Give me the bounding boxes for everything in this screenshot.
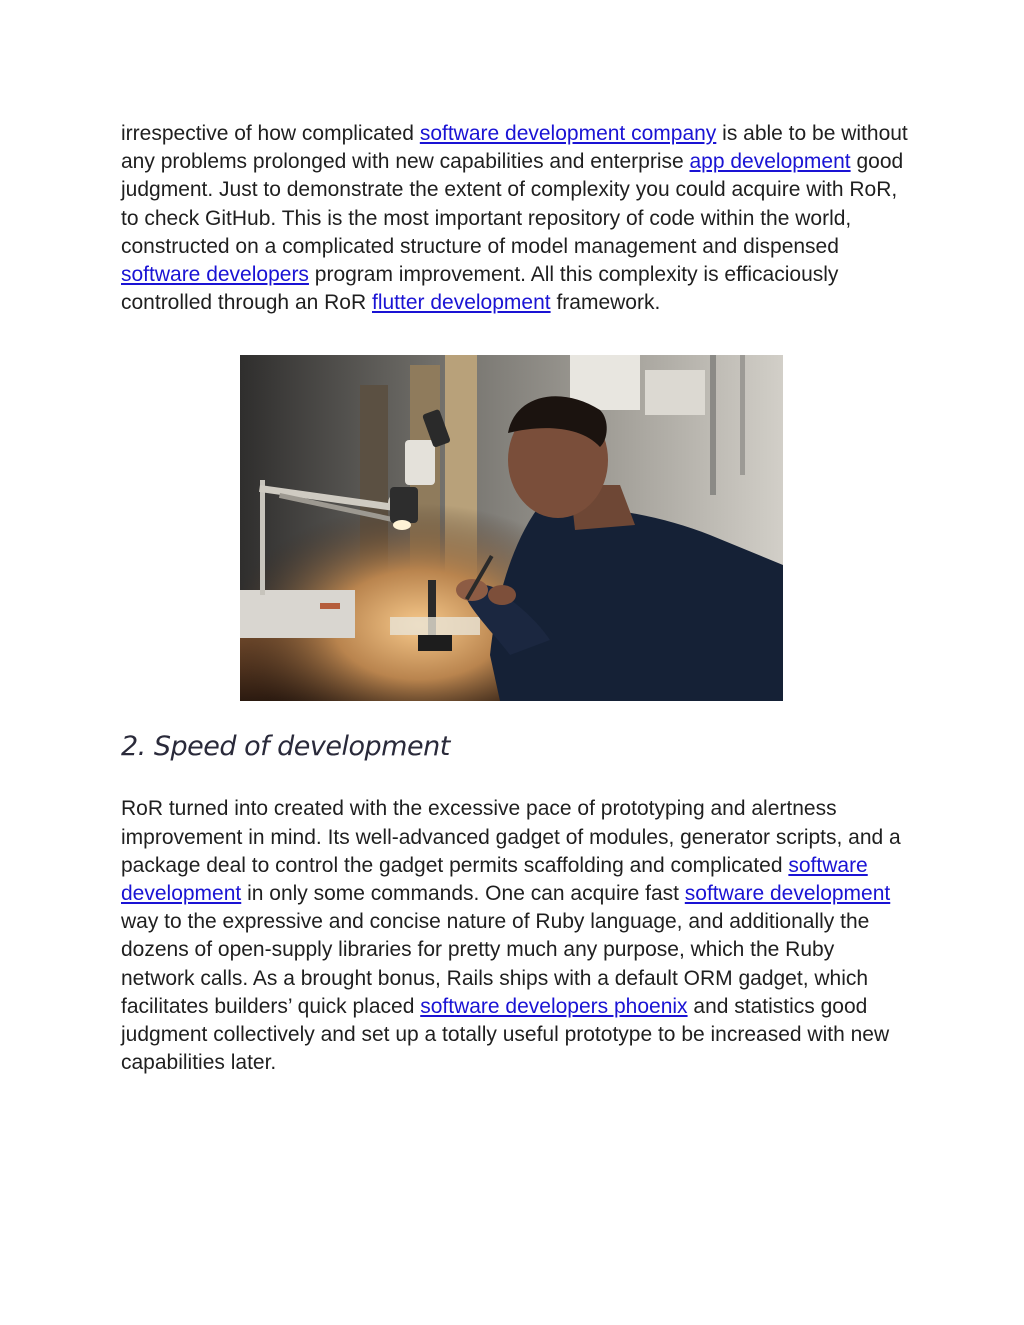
workbench-photo <box>240 355 783 701</box>
link-software-development[interactable]: software development <box>121 853 868 906</box>
text-run: framework. <box>550 291 661 315</box>
link-software-development-2[interactable]: software development <box>684 882 891 906</box>
text-run: in only some commands. One can acquire fast <box>241 882 685 906</box>
link-app-development[interactable]: app development <box>689 150 851 174</box>
text-run: program improvement. All this complexity is efficaciously controlled through an RoR <box>121 263 839 315</box>
link-software-development-company[interactable]: software development company <box>419 122 717 145</box>
text-run: irrespective of how complicated <box>121 122 420 145</box>
section-heading-speed-of-development: 2. Speed of development <box>121 731 450 763</box>
link-software-developers-phoenix[interactable]: software developers phoenix <box>420 994 688 1018</box>
paragraph-speed-of-development <box>121 795 911 1077</box>
paragraph-intro <box>121 120 911 317</box>
link-software-developers[interactable]: software developers <box>121 263 309 287</box>
text-run: and statistics good judgment collectively and set up a totally useful prototype to be increased with new capabilities later. <box>121 994 890 1075</box>
text-run: good judgment. Just to demonstrate the extent of complexity you could acquire with RoR, to check GitHub. This is the most important repository of code within the world, constructed on a complicated structure of model management and dispensed <box>121 150 904 258</box>
link-flutter-development[interactable]: flutter development <box>372 291 551 315</box>
text-run: RoR turned into created with the excessive pace of prototyping and alertness improvement in mind. Its well-advanced gadget of modules, generator scripts, and a package deal to control the gadget permits scaffolding and complicated <box>121 797 901 877</box>
text-run: way to the expressive and concise nature of Ruby language, and additionally the dozens of open-supply libraries for pretty much any purpose, which the Ruby network calls. As a brought bonus, Rails ships with a default ORM gadget, which facilitates builders’ quick placed <box>121 910 870 1018</box>
text-run: is able to be without any problems prolonged with new capabilities and enterprise <box>121 122 908 174</box>
document-page <box>121 120 911 1077</box>
